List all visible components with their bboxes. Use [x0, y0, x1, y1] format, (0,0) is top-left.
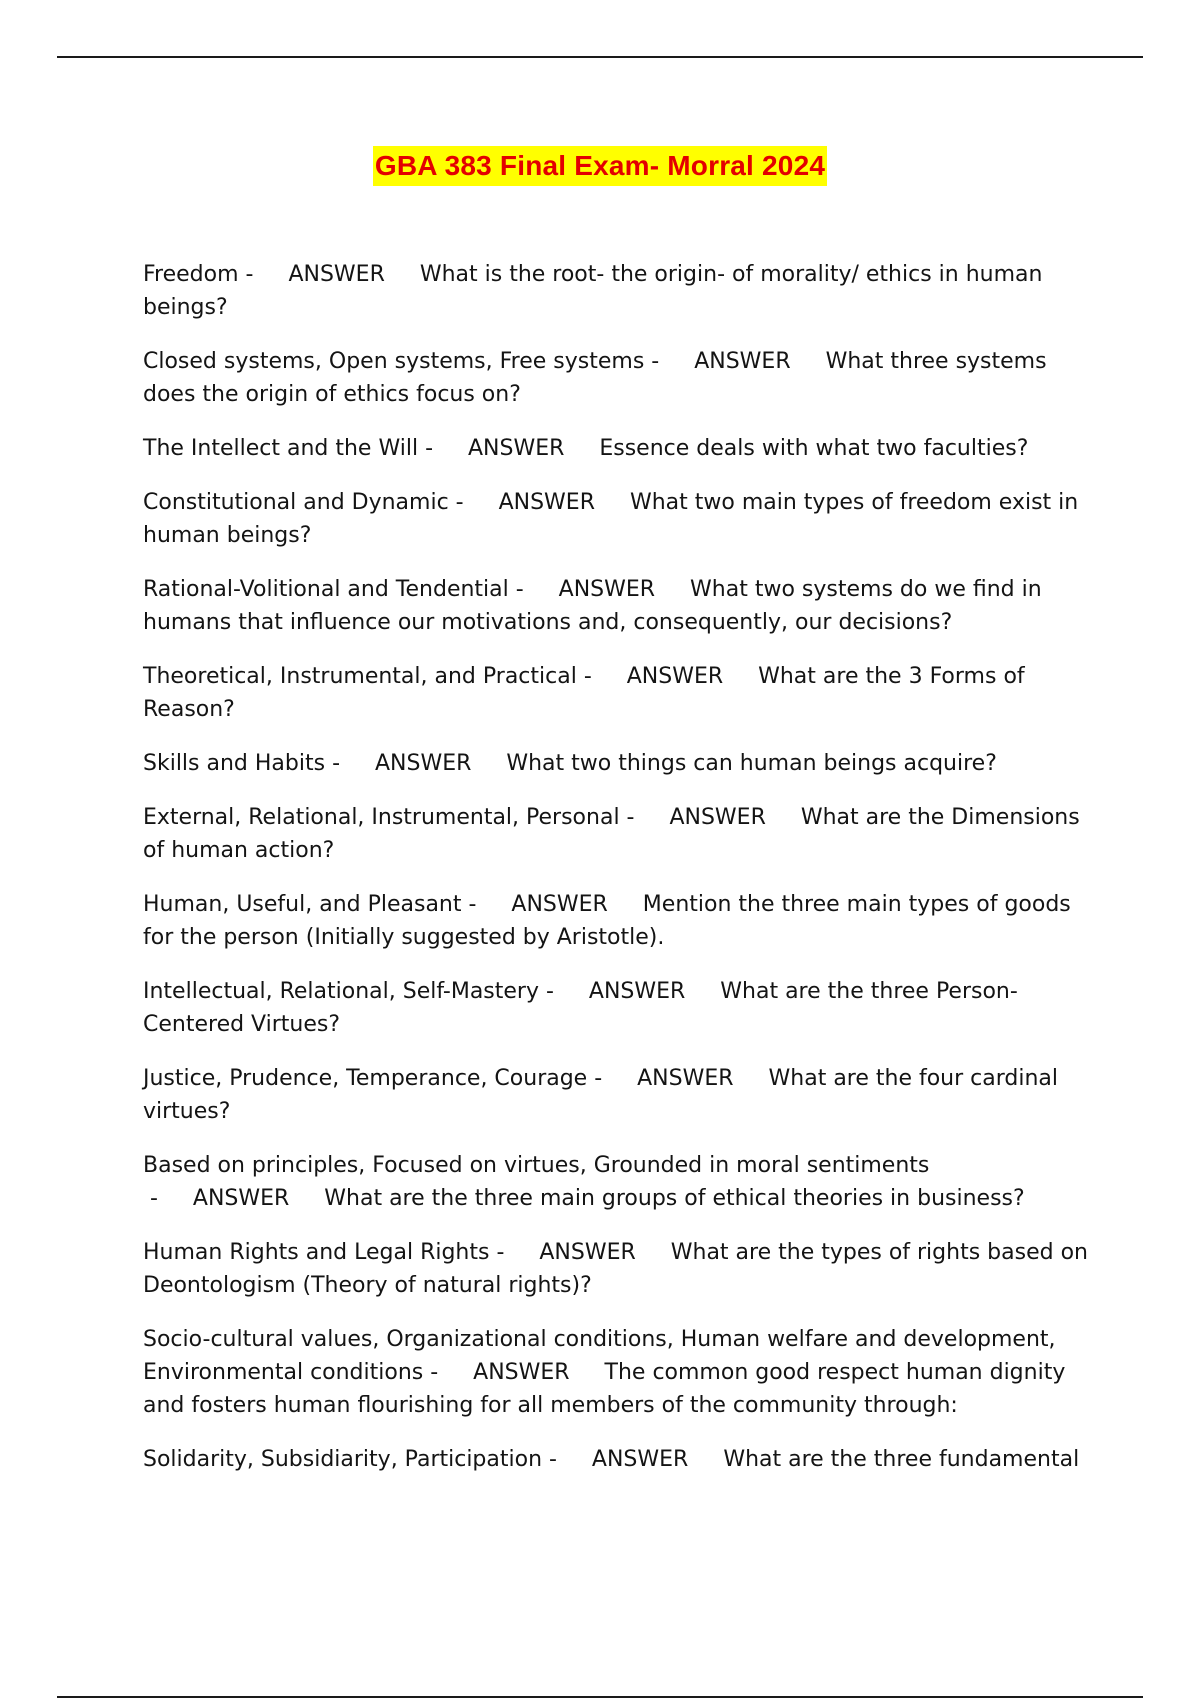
qa-list [143, 258, 1093, 1497]
qa-separator: - ANSWER [508, 577, 691, 602]
qa-question: What are the four cardinal virtues? [143, 1066, 1059, 1124]
qa-separator: - ANSWER [238, 262, 420, 287]
qa-question: What are the three fundamental [723, 1447, 1080, 1472]
qa-answer: Socio-cultural values, Organizational conditions, Human welfare and development, Environmental conditions [143, 1327, 1056, 1385]
qa-question: What are the three main groups of ethical theories in business? [324, 1186, 1025, 1211]
qa-answer: Human, Useful, and Pleasant [143, 892, 462, 917]
qa-question: What are the 3 Forms of Reason? [143, 664, 1025, 722]
qa-answer: Based on principles, Focused on virtues, Grounded in moral sentiments [143, 1153, 930, 1178]
qa-separator: - ANSWER [423, 1360, 605, 1385]
qa-answer: Closed systems, Open systems, Free systems [143, 349, 645, 374]
qa-answer: Constitutional and Dynamic [143, 490, 449, 515]
qa-answer: Theoretical, Instrumental, and Practical [143, 664, 577, 689]
qa-item [143, 801, 1093, 867]
qa-question: What two main types of freedom exist in human beings? [143, 490, 1079, 548]
qa-item [143, 747, 1093, 780]
qa-question: What are the Dimensions of human action? [143, 805, 1080, 863]
qa-item [143, 888, 1093, 954]
qa-separator: - ANSWER [325, 751, 507, 776]
qa-item [143, 1149, 1093, 1215]
qa-item [143, 345, 1093, 411]
qa-question: Mention the three main types of goods for the person (Initially suggested by Aristotle). [143, 892, 1071, 950]
qa-item [143, 975, 1093, 1041]
qa-separator: - ANSWER [587, 1066, 769, 1091]
qa-separator: - ANSWER [448, 490, 630, 515]
qa-separator: - ANSWER [143, 1186, 325, 1211]
qa-answer: The Intellect and the Will [143, 436, 419, 461]
qa-answer: Skills and Habits [143, 751, 326, 776]
qa-item [143, 258, 1093, 324]
qa-separator: - ANSWER [542, 1447, 724, 1472]
qa-item [143, 573, 1093, 639]
qa-item [143, 1323, 1093, 1422]
qa-separator: - ANSWER [576, 664, 759, 689]
top-rule [57, 56, 1143, 58]
qa-question: Essence deals with what two faculties? [599, 436, 1029, 461]
qa-question: The common good respect human dignity and fosters human flourishing for all members of the community through: [143, 1360, 1066, 1418]
qa-question: What three systems does the origin of ethics focus on? [143, 349, 1047, 407]
qa-separator: - ANSWER [461, 892, 643, 917]
qa-answer: Freedom [143, 262, 239, 287]
qa-item [143, 432, 1093, 465]
title-wrap [0, 146, 1200, 186]
qa-item [143, 1236, 1093, 1302]
qa-answer: Intellectual, Relational, Self-Mastery [143, 979, 539, 1004]
qa-separator: - ANSWER [644, 349, 826, 374]
bottom-rule [57, 1696, 1143, 1698]
qa-answer: Human Rights and Legal Rights [143, 1240, 490, 1265]
qa-question: What two things can human beings acquire? [506, 751, 997, 776]
qa-answer: External, Relational, Instrumental, Personal [143, 805, 620, 830]
qa-separator: - ANSWER [619, 805, 801, 830]
qa-item [143, 486, 1093, 552]
qa-item [143, 660, 1093, 726]
qa-separator: - ANSWER [489, 1240, 671, 1265]
qa-item [143, 1062, 1093, 1128]
document-title: GBA 383 Final Exam- Morral 2024 [373, 146, 827, 186]
qa-question: What are the three Person-Centered Virtues? [143, 979, 1018, 1037]
qa-item [143, 1443, 1093, 1476]
qa-question: What two systems do we find in humans that influence our motivations and, consequently, our decisions? [143, 577, 1042, 635]
qa-separator: - ANSWER [418, 436, 600, 461]
qa-answer: Solidarity, Subsidiarity, Participation [143, 1447, 543, 1472]
qa-answer: Justice, Prudence, Temperance, Courage [143, 1066, 588, 1091]
qa-question: What is the root- the origin- of morality/ ethics in human beings? [143, 262, 1043, 320]
qa-separator: - ANSWER [539, 979, 721, 1004]
qa-question: What are the types of rights based on Deontologism (Theory of natural rights)? [143, 1240, 1088, 1298]
qa-answer: Rational-Volitional and Tendential [143, 577, 509, 602]
